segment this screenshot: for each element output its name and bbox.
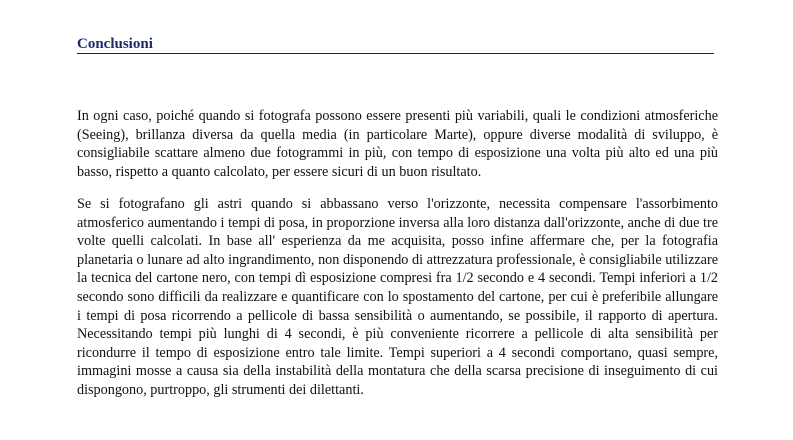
section-heading: Conclusioni xyxy=(77,36,153,52)
paragraph-1: In ogni caso, poiché quando si fotografa possono essere presenti più variabili, quali le condizioni atmosferiche (Seeing), brillanza diversa da quella media (in particolare Marte), oppure diverse modalità di sviluppo, è consigliabile scattare almeno due fotogrammi in più, con tempo di esposizione una volta più alto ed una più basso, rispetto a quanto calcolato, per essere sicuri di un buon risultato. xyxy=(77,108,718,180)
paragraph-2: Se si fotografano gli astri quando si abbassano verso l'orizzonte, necessita compensare l'assorbimento atmosferico aumentando i tempi di posa, in proporzione inversa alla loro distanza dall'orizzonte, anche di due tre volte quelli calcolati. In base all' esperienza da me acquisita, posso infine affermare che, per la fotografia planetaria o lunare ad alto ingrandimento, non disponendo di attrezzatura professionale, è consigliabile utilizzare la tecnica del cartone nero, con tempi dì esposizione compresi fra 1/2 secondo e 4 secondi. Tempi inferiori a 1/2 secondo sono difficili da realizzare e quantificare con lo spostamento del cartone, per cui è preferibile allungare i tempi di posa ricorrendo a pellicole di bassa sensibilità o aumentando, se possibile, il rapporto di apertura. Necessitando tempi più lunghi di 4 secondi, è più conveniente ricorrere a pellicole di alta sensibilità per ricondurre il tempo di esposizione entro tale limite. Tempi superiori a 4 secondi comportano, quasi sempre, immagini mosse a causa sia della instabilità della montatura che della scarsa precisione di inseguimento di cui dispongono, purtroppo, gli strumenti dei dilettanti. xyxy=(77,196,718,398)
heading-underline xyxy=(77,53,714,54)
